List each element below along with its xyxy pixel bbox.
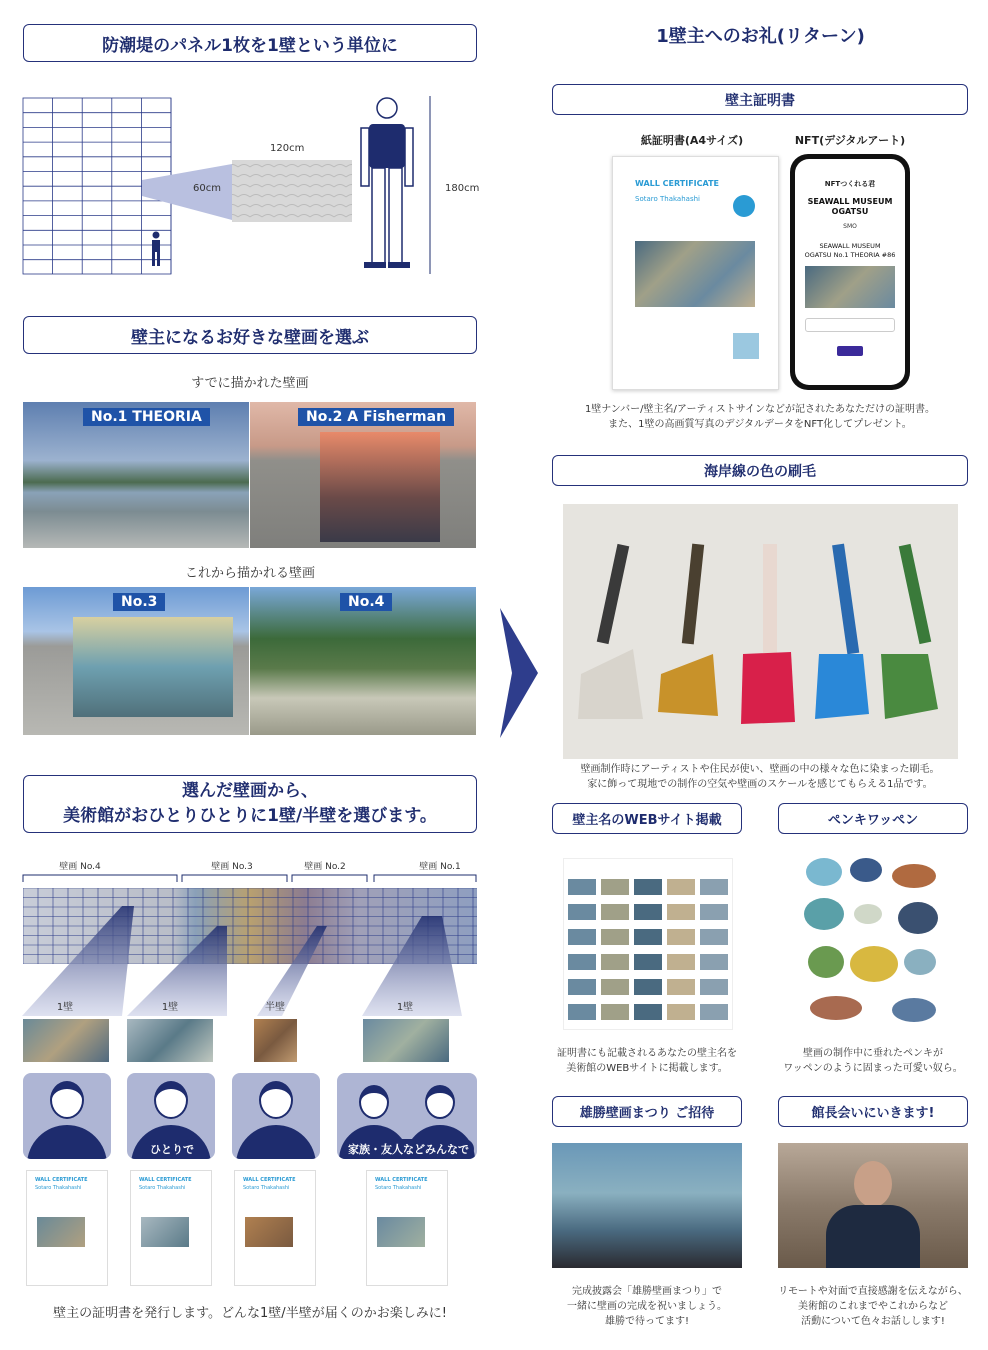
festival-desc-l1: 完成披露会「雄勝壁画まつり」で xyxy=(572,1286,722,1297)
cert-section-title: 壁主証明書 xyxy=(552,84,968,115)
phone-submit-button[interactable] xyxy=(837,346,863,356)
brush-desc xyxy=(552,762,968,792)
web-desc xyxy=(552,1046,742,1076)
mini-cert-name: Sotaro Thakahashi xyxy=(375,1185,422,1191)
wall-label-no4: 壁画 No.4 xyxy=(59,862,101,872)
director-desc-l2: 美術館のこれまでやこれからなど xyxy=(798,1301,948,1312)
paper-cert-name: Sotaro Thakahashi xyxy=(635,195,700,203)
mural-no4-label: No.4 xyxy=(340,593,392,611)
paint-patches-icon xyxy=(796,852,951,1032)
mural-no1-photo[interactable] xyxy=(23,402,249,548)
phone-museum-l1: SEAWALL MUSEUM xyxy=(807,197,893,206)
cert-desc-l1: 1壁ナンバー/壁主名/アーティストサインなどが記されたあなただけの証明書。 xyxy=(584,404,936,415)
left-footer: 壁主の証明書を発行します。どんな1壁/半壁が届くのかお楽しみに! xyxy=(53,1306,447,1321)
person-tag-alone: ひとりで xyxy=(145,1139,199,1159)
select-title xyxy=(23,775,477,833)
patch-desc xyxy=(778,1046,968,1076)
person-card-3 xyxy=(232,1073,320,1159)
festival-desc-l3: 雄勝で待ってます! xyxy=(604,1316,689,1327)
brushes-photo xyxy=(563,504,958,759)
festival-desc xyxy=(552,1284,742,1329)
mini-cert-title: WALL CERTIFICATE xyxy=(35,1177,88,1183)
website-screenshot xyxy=(563,858,733,1030)
person-tag-group: 家族・友人などみんなで xyxy=(343,1139,474,1159)
paper-certificate xyxy=(612,156,779,390)
person-card-1 xyxy=(23,1073,111,1159)
patch-desc-l2: ワッペンのように固まった可愛い奴ら。 xyxy=(783,1063,963,1074)
seawall-grid-diagram xyxy=(22,92,482,282)
cert-desc-l2: また、1壁の高画質写真のデジタルデータをNFT化してプレゼント。 xyxy=(608,419,912,430)
paint-patches-photo xyxy=(796,852,951,1032)
brush-desc-l1: 壁画制作時にアーティストや住民が使い、壁画の中の様々な色に染まった刷毛。 xyxy=(580,764,940,775)
mural-no1-label: No.1 THEORIA xyxy=(83,408,210,426)
wall-label-no2: 壁画 No.2 xyxy=(304,862,346,872)
web-desc-l2: 美術館のWEBサイトに掲載します。 xyxy=(566,1063,728,1074)
cert-desc xyxy=(552,402,968,432)
phone-frame xyxy=(790,154,910,390)
mini-cert-1 xyxy=(26,1170,108,1286)
painted-label: すでに描かれた壁画 xyxy=(191,376,309,391)
seal-icon xyxy=(733,195,755,217)
mural-no2-label: No.2 A Fisherman xyxy=(298,408,454,426)
paper-label: 紙証明書(A4サイズ) xyxy=(640,134,744,147)
festival-section-title: 雄勝壁画まつり ご招待 xyxy=(552,1096,742,1127)
paper-cert-title: WALL CERTIFICATE xyxy=(635,179,720,188)
mini-cert-title: WALL CERTIFICATE xyxy=(375,1177,428,1183)
qr-code-icon xyxy=(733,333,759,359)
person-card-2 xyxy=(127,1073,215,1159)
mural-no3-photo[interactable] xyxy=(23,587,249,735)
web-desc-l1: 証明書にも記載されるあなたの壁主名を xyxy=(557,1048,737,1059)
panel-thumb-4 xyxy=(363,1019,449,1062)
select-title-line2: 美術館がおひとりひとりに1壁/半壁を選びます。 xyxy=(63,806,437,826)
mini-cert-name: Sotaro Thakahashi xyxy=(139,1185,186,1191)
unit-label-3: 半壁 xyxy=(265,1002,285,1013)
wall-label-no3: 壁画 No.3 xyxy=(211,862,253,872)
flow-arrow-icon xyxy=(500,608,540,738)
brushes-icon xyxy=(563,504,958,759)
phone-museum-l2: OGATSU xyxy=(831,207,869,216)
wall-label-no1: 壁画 No.1 xyxy=(419,862,461,872)
phone-app-name: NFTつくれる君 xyxy=(824,180,876,188)
panel-thumb-3 xyxy=(254,1019,297,1062)
unit-label-1: 1壁 xyxy=(56,1002,74,1013)
mini-cert-name: Sotaro Thakahashi xyxy=(243,1185,290,1191)
mini-cert-title: WALL CERTIFICATE xyxy=(243,1177,296,1183)
brush-section-title: 海岸線の色の刷毛 xyxy=(552,455,968,486)
mural-no3-label: No.3 xyxy=(113,593,165,611)
dim-60: 60cm xyxy=(193,183,221,194)
panel-thumb-2 xyxy=(127,1019,213,1062)
person-card-4 xyxy=(337,1073,477,1159)
phone-item-l1: SEAWALL MUSEUM xyxy=(819,242,881,250)
phone-item-l2: OGATSU No.1 THEORIA #86 xyxy=(804,251,896,259)
mini-cert-name: Sotaro Thakahashi xyxy=(35,1185,82,1191)
director-desc xyxy=(778,1284,968,1329)
phone-input[interactable] xyxy=(805,318,895,332)
director-desc-l1: リモートや対面で直接感謝を伝えながら、 xyxy=(778,1286,968,1297)
phone-smo: SMO xyxy=(843,223,857,230)
mini-cert-3 xyxy=(234,1170,316,1286)
festival-photo xyxy=(552,1143,742,1268)
dim-180: 180cm xyxy=(445,183,480,194)
select-title-line1: 選んだ壁画から、 xyxy=(182,781,318,801)
unit-title: 防潮堤のパネル1枚を1壁という単位に xyxy=(23,24,477,62)
phone-nft-image xyxy=(805,266,895,308)
director-photo xyxy=(778,1143,968,1268)
choose-title: 壁主になるお好きな壁画を選ぶ xyxy=(23,316,477,354)
mural-no4-photo[interactable] xyxy=(250,587,476,735)
web-section-title: 壁主名のWEBサイト掲載 xyxy=(552,803,742,834)
upcoming-label: これから描かれる壁画 xyxy=(184,566,315,581)
mini-cert-4 xyxy=(366,1170,448,1286)
returns-title: 1壁主へのお礼(リターン) xyxy=(656,26,865,47)
paper-cert-image xyxy=(635,241,755,307)
director-section-title: 館長会いにいきます! xyxy=(778,1096,968,1127)
festival-desc-l2: 一緒に壁画の完成を祝いましょう。 xyxy=(567,1301,727,1312)
dim-120: 120cm xyxy=(270,143,305,154)
director-desc-l3: 活動について色々お話しします! xyxy=(801,1316,945,1327)
patch-desc-l1: 壁画の制作中に垂れたペンキが xyxy=(803,1048,943,1059)
mini-cert-2 xyxy=(130,1170,212,1286)
unit-label-2: 1壁 xyxy=(161,1002,179,1013)
panel-thumb-1 xyxy=(23,1019,109,1062)
mini-cert-title: WALL CERTIFICATE xyxy=(139,1177,192,1183)
mural-no2-photo[interactable] xyxy=(250,402,476,548)
nft-label: NFT(デジタルアート) xyxy=(794,134,906,147)
brush-desc-l2: 家に飾って現地での制作の空気や壁画のスケールを感じてもらえる1品です。 xyxy=(587,779,933,790)
wall-brackets xyxy=(22,872,478,884)
unit-label-4: 1壁 xyxy=(396,1002,414,1013)
patch-section-title: ペンキワッペン xyxy=(778,803,968,834)
